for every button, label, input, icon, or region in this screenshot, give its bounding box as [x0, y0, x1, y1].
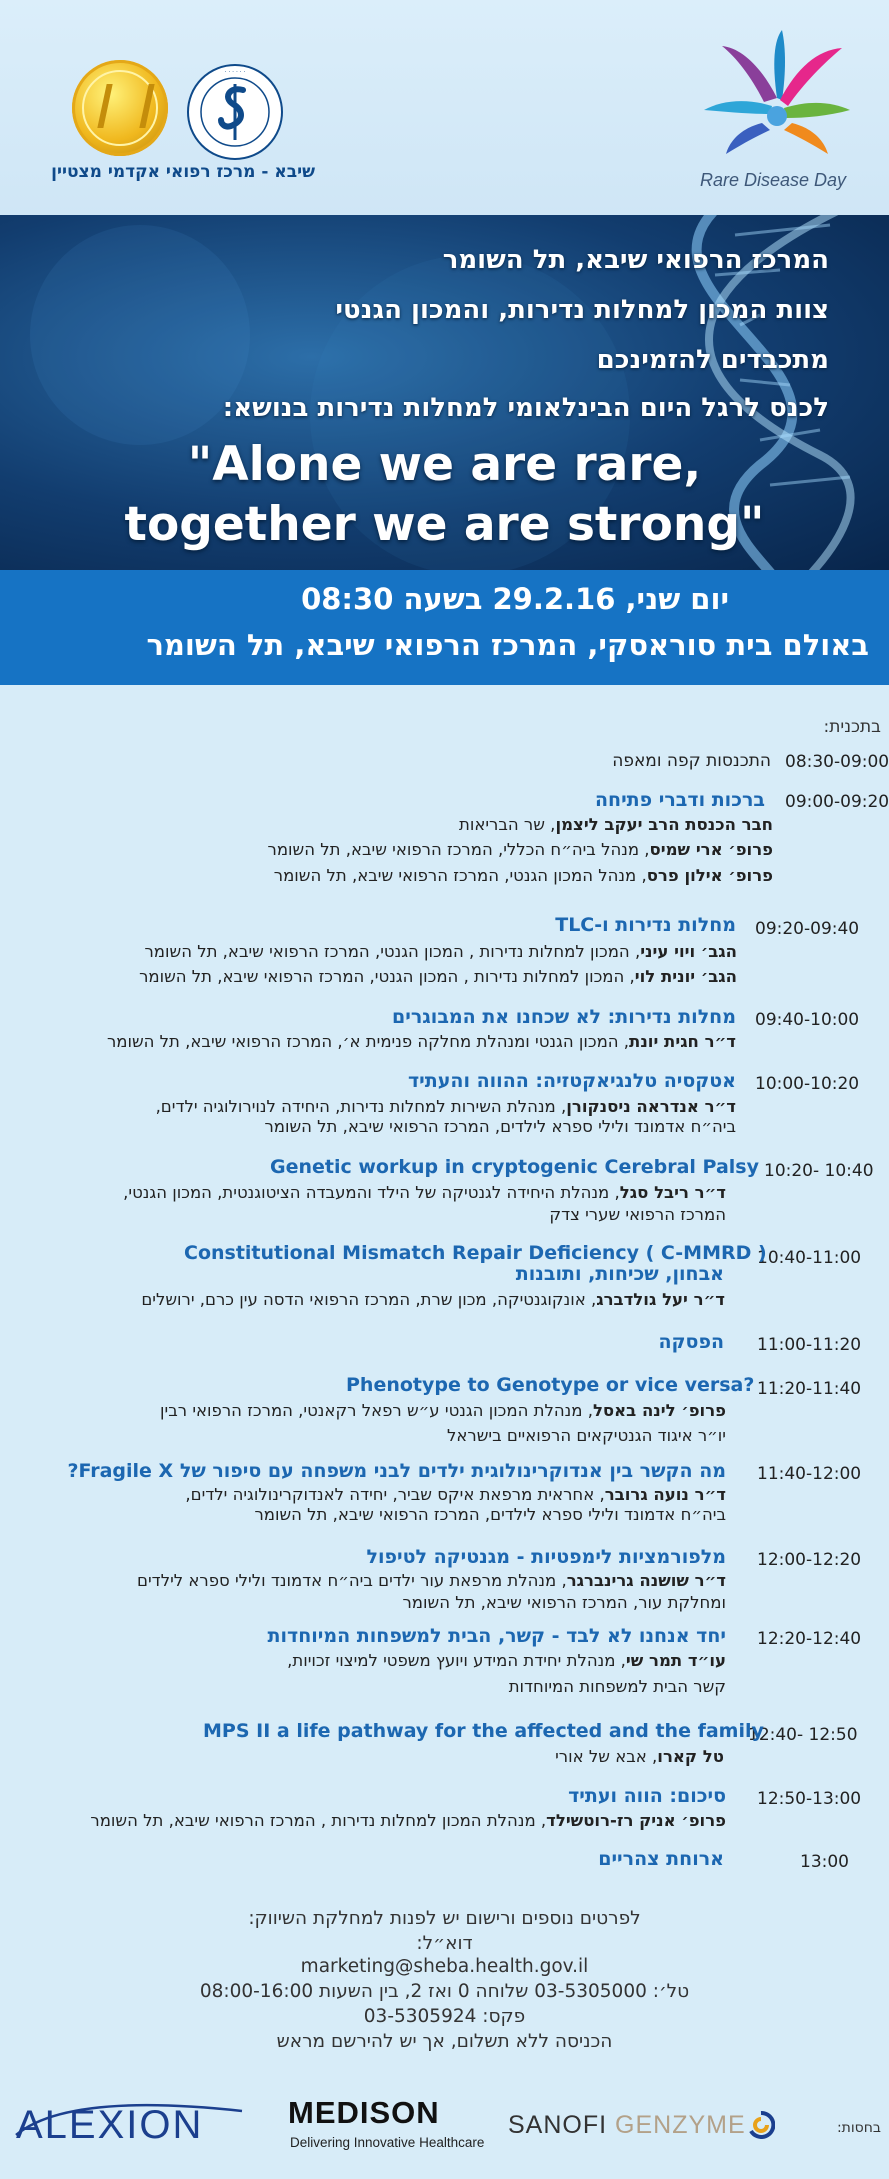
speaker-role: , אונקוגנטיקה, מכון שרת, המרכז הרפואי הדסה עין כרם, ירושלים: [141, 1290, 597, 1309]
event-date: יום שני, 29.2.16 בשעה 08:30: [301, 582, 729, 616]
item-title: אטקסיה טלנגיאקטזיה: ההווה והעתיד: [408, 1070, 736, 1092]
seal-mark: [97, 84, 154, 128]
speaker-role: , מנהל המכון הגנטי, המרכז הרפואי שיבא, תל השומר: [273, 866, 647, 885]
item-time: 09:00-09:20: [785, 792, 889, 812]
speaker-name: חבר הכנסת הרב יעקב ליצמן: [555, 815, 773, 834]
speaker-line: [185, 1485, 726, 1504]
program-label: בתכנית:: [823, 717, 881, 737]
speaker-role: , המכון הגנטי ומנהלת מחלקה פנימית א׳, המרכז הרפואי שיבא, תל השומר: [106, 1032, 630, 1051]
header: [0, 0, 889, 215]
speaker-line: [268, 840, 774, 859]
item-title: מה הקשר בין אנדוקרינולוגית ילדים לבני משפחה עם סיפור של Fragile X?: [67, 1460, 726, 1482]
slogan-line-1: "Alone we are rare,: [187, 437, 702, 492]
speaker-line: [274, 866, 773, 885]
speaker-name: פרופ׳ אילון פרס: [646, 866, 773, 885]
banner-line-2: צוות המכון למחלות נדירות, והמכון הגנטי: [335, 295, 829, 325]
sponsors-label: בחסות:: [836, 2120, 881, 2136]
jci-quality-seal: [72, 60, 168, 156]
speaker-line: [156, 1097, 736, 1116]
speaker-line: [160, 1401, 726, 1420]
speaker-line: [137, 1571, 726, 1590]
hero-banner: [0, 215, 889, 570]
date-venue-band: [0, 570, 889, 685]
item-title: Phenotype to Genotype or vice versa?: [346, 1374, 755, 1396]
item-time: 11:40-12:00: [757, 1464, 862, 1484]
contact-email[interactable]: marketing@sheba.health.gov.il: [300, 1956, 589, 1977]
speaker-role: ומחלקת עור, המרכז הרפואי שיבא, תל השומר: [402, 1593, 726, 1612]
speaker-role: , מנהלת יחידת המידע ויועץ משפטי למיצוי זכויות,: [287, 1651, 626, 1670]
speaker-role: קשר הבית למשפחות המיוחדות: [508, 1677, 726, 1696]
speaker-role: , מנהל ביה״ח הכללי, המרכז הרפואי שיבא, תל השומר: [267, 840, 650, 859]
contact-line-2: דוא״ל:: [416, 1933, 473, 1954]
item-time: 13:00: [800, 1852, 849, 1872]
item-title: סיכום: הווה ועתיד: [568, 1785, 726, 1807]
speaker-role: , מנהלת המכון למחלות נדירות , המרכז הרפואי שיבא, תל השומר: [90, 1811, 547, 1830]
item-title: ארוחת צהריים: [598, 1848, 724, 1870]
item-title: מחלות נדירות ו-TLC: [555, 914, 736, 936]
speaker-name: ד״ר אנדראה ניסנקורן: [566, 1097, 736, 1116]
contact-phone: טל׳: 03-5305000 שלוחה 0 ואז 2, בין השעות 08:00-16:00: [199, 1981, 690, 2002]
sponsors: [0, 2075, 889, 2179]
speaker-line: [254, 1505, 726, 1524]
banner-line-1: המרכז הרפואי שיבא, תל השומר: [442, 245, 829, 275]
contact-line-1: לפרטים נוספים ורישום יש לפנות למחלקת השיווק:: [248, 1908, 641, 1929]
svg-text:· · · · · ·: · · · · · ·: [224, 69, 246, 76]
speaker-name: ד״ר שושנה גרינברגר: [566, 1571, 726, 1590]
item-time: 12:40- 12:50: [748, 1725, 858, 1745]
slogan-line-2: together we are strong": [124, 497, 765, 552]
speaker-name: ד״ר חגית יונת: [629, 1032, 736, 1051]
item-time: 11:00-11:20: [757, 1335, 862, 1355]
item-title: מחלות נדירות: לא שכחנו את המבוגרים: [392, 1006, 736, 1028]
medison-logo: MEDISON: [288, 2095, 440, 2130]
item-time: 12:50-13:00: [757, 1789, 862, 1809]
rare-disease-day-text: Rare Disease Day: [700, 170, 847, 190]
speaker-line: [123, 1183, 726, 1202]
sheba-name: שיבא - מרכז רפואי אקדמי מצטיין: [51, 162, 315, 182]
alexion-logo: ALEXION: [16, 2103, 204, 2147]
speaker-line: [287, 1651, 726, 1670]
item-subtitle: אבחון, שכיחות, ותובנות: [515, 1263, 724, 1285]
sanofi-genzyme-logo: [508, 2111, 746, 2140]
speaker-role: המרכז הרפואי שערי צדק: [549, 1205, 726, 1224]
rare-disease-day-logo: [690, 28, 870, 198]
banner-line-4: לכנס לרגל היום הבינלאומי למחלות נדירות בנושא:: [222, 393, 829, 423]
rare-disease-day-hands-icon: [702, 28, 852, 158]
contact-note: הכניסה ללא תשלום, אך יש להירשם מראש: [276, 2031, 613, 2052]
item-title: יחד אנחנו לא לבד - קשר, הבית למשפחות המיוחדות: [267, 1625, 726, 1647]
item-title: Genetic workup in cryptogenic Cerebral Palsy: [270, 1156, 759, 1178]
item-title: מלפורמציות לימפטיות - מגנטיקה לטיפול: [366, 1546, 726, 1568]
item-title: הפסקה: [658, 1331, 724, 1353]
speaker-name: הגב׳ יונית לוי: [634, 967, 737, 986]
speaker-role: , מנהלת המכון הגנטי ע״ש רפאל רקאנטי, המרכז הרפואי רבין: [160, 1401, 593, 1420]
item-time: 10:20- 10:40: [764, 1161, 874, 1181]
event-venue: באולם בית סוראסקי, המרכז הרפואי שיבא, תל השומר: [146, 628, 869, 662]
speaker-line: [447, 1426, 726, 1445]
item-time: 11:20-11:40: [757, 1379, 862, 1399]
item-title: התכנסות קפה ומאפה: [612, 751, 771, 771]
speaker-line: [555, 1747, 724, 1766]
item-time: 12:20-12:40: [757, 1629, 862, 1649]
speaker-line: [459, 815, 773, 834]
speaker-name: פרופ׳ לינה באסל: [592, 1401, 726, 1420]
item-title: Constitutional Mismatch Repair Deficiency ( C-MMRD ): [184, 1242, 767, 1264]
speaker-role: ביה״ח אדמונד ולילי ספרא לילדים, המרכז הרפואי שיבא, תל השומר: [264, 1117, 736, 1136]
speaker-name: פרופ׳ אניק רז-רוטשילד: [546, 1811, 726, 1830]
speaker-line: [549, 1205, 726, 1224]
contact-fax: פקס: 03-5305924: [363, 2006, 526, 2027]
speaker-role: , המכון למחלות נדירות , המכון הגנטי, המרכז הרפואי שיבא, תל השומר: [139, 967, 635, 986]
item-time: 10:00-10:20: [755, 1074, 860, 1094]
speaker-line: [402, 1593, 726, 1612]
speaker-name: פרופ׳ ארי שמיס: [649, 840, 773, 859]
speaker-line: [139, 967, 737, 986]
speaker-line: [107, 1032, 736, 1051]
speaker-role: , מנהלת מרפאת עור ילדים ביה״ח אדמונד ולילי ספרא לילדים: [137, 1571, 567, 1590]
item-time: 09:20-09:40: [755, 919, 860, 939]
speaker-name: עו״ד תמר שי: [625, 1651, 726, 1670]
speaker-name: הגב׳ ויוי עיני: [640, 942, 737, 961]
speaker-name: ד״ר יעל גולדברג: [596, 1290, 725, 1309]
banner-line-3: מתכבדים להזמינכם: [596, 345, 829, 375]
speaker-role: , שר הבריאות: [459, 815, 556, 834]
speaker-role: , אחראית מרפאת איקס שביר, יחידה לאנדוקרינולוגיה ילדים,: [185, 1485, 605, 1504]
speaker-line: [509, 1677, 726, 1696]
speaker-name: טל קארו: [657, 1747, 724, 1766]
item-time: 12:00-12:20: [757, 1550, 862, 1570]
speaker-role: , אבא של אורי: [555, 1747, 658, 1766]
genzyme-swirl-icon: [747, 2111, 775, 2139]
speaker-line: [264, 1117, 736, 1136]
speaker-role: ביה״ח אדמונד ולילי ספרא לילדים, המרכז הרפואי שיבא, תל השומר: [254, 1505, 726, 1524]
speaker-role: , מנהלת השירות למחלות נדירות, היחידה לנוירולוגיה ילדים,: [155, 1097, 567, 1116]
speaker-name: ד״ר ריבל סגל: [619, 1183, 726, 1202]
speaker-name: ד״ר נועה גרובר: [604, 1485, 726, 1504]
speaker-role: , מנהלת היחידה לגנטיקה של הילד והמעבדה הציטוגנטית, המכון הגנטי,: [123, 1183, 620, 1202]
item-title: ברכות ודברי פתיחה: [594, 789, 765, 811]
sanofi-text: SANOFI: [508, 2111, 608, 2139]
speaker-line: [144, 942, 737, 961]
item-time: 09:40-10:00: [755, 1010, 860, 1030]
speaker-role: , המכון למחלות נדירות , המכון הגנטי, המרכז הרפואי שיבא, תל השומר: [144, 942, 641, 961]
item-time: 10:40-11:00: [757, 1248, 862, 1268]
speaker-line: [90, 1811, 726, 1830]
item-time: 08:30-09:00: [785, 752, 889, 772]
sheba-emblem-icon: [185, 62, 285, 162]
speaker-role: יו״ר איגוד הגנטיקאים הרפואיים בישראל: [447, 1426, 726, 1445]
program: [0, 685, 889, 2075]
genzyme-text: GENZYME: [615, 2111, 746, 2139]
item-title: MPS II a life pathway for the affected and the family: [203, 1720, 764, 1742]
speaker-line: [141, 1290, 725, 1309]
medison-tagline: Delivering Innovative Healthcare: [290, 2135, 485, 2150]
